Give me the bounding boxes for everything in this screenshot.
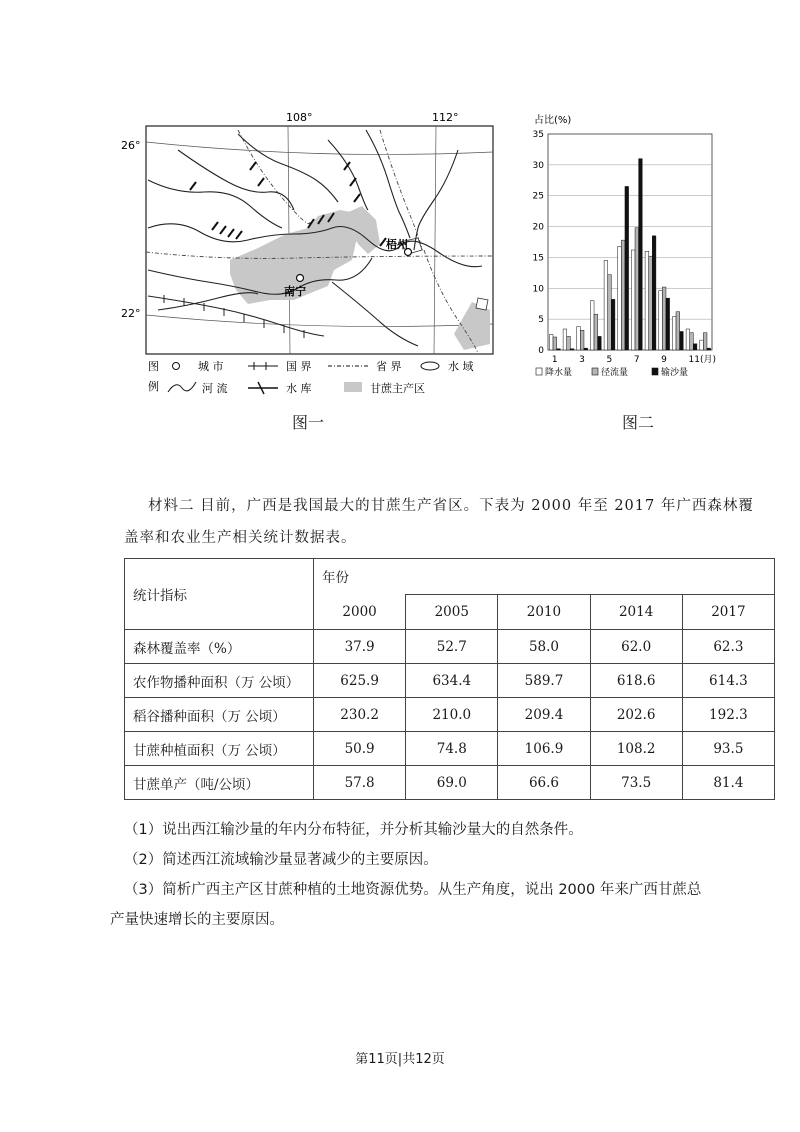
bar-precipitation-month-6 (618, 246, 622, 350)
row-label: 甘蔗单产（吨/公顷） (125, 766, 314, 800)
bar-sediment-month-12 (707, 348, 711, 350)
table-cell: 634.4 (406, 664, 498, 698)
table-cell: 58.0 (498, 630, 590, 664)
year-cell: 2005 (406, 594, 498, 630)
chart-caption: 图二 (622, 413, 655, 432)
bar-sediment-month-11 (693, 344, 697, 350)
table-cell: 589.7 (498, 664, 590, 698)
y-tick-label: 10 (532, 284, 544, 295)
legend-title-top: 图 (148, 360, 159, 373)
bar-runoff-month-12 (703, 333, 707, 350)
table-cell: 74.8 (406, 732, 498, 766)
x-tick-label: 7 (633, 355, 640, 365)
chart-x-ticks (552, 354, 716, 365)
question-3-line2: 产量快速增长的主要原因。 (110, 912, 284, 928)
question-2: （2）简述西江流域输沙量显著减少的主要原因。 (124, 852, 438, 868)
y-tick-label: 25 (532, 191, 544, 202)
legend-national-boundary-icon (248, 362, 278, 370)
legend-reservoir-icon (248, 382, 278, 394)
bar-sediment-month-5 (611, 299, 615, 350)
bar-sediment-month-8 (652, 236, 656, 350)
table-cell: 614.3 (682, 664, 774, 698)
bar-sediment-month-6 (625, 186, 629, 350)
bar-precipitation-month-10 (672, 317, 676, 350)
map-figure (118, 110, 503, 400)
bar-sediment-month-7 (639, 159, 643, 350)
year-cell: 2014 (590, 594, 682, 630)
y-tick-label: 5 (538, 315, 544, 326)
y-tick-label: 20 (532, 222, 544, 233)
bar-sediment-month-10 (680, 331, 684, 350)
row-label: 农作物播种面积（万 公顷） (125, 664, 314, 698)
y-tick-label: 15 (532, 253, 544, 264)
table-cell: 192.3 (682, 698, 774, 732)
y-tick-label: 30 (532, 160, 544, 171)
legend-city: 城 市 (198, 360, 224, 373)
bar-runoff-month-5 (608, 275, 612, 350)
table-cell: 62.0 (590, 630, 682, 664)
x-tick-label: 5 (606, 355, 613, 365)
x-tick-label: 1 (551, 355, 558, 365)
table-row (125, 732, 775, 766)
bar-runoff-month-6 (621, 240, 625, 350)
legend-swatch (652, 368, 658, 375)
bar-precipitation-month-12 (700, 340, 704, 350)
bar-runoff-month-11 (690, 333, 694, 350)
table-cell: 66.6 (498, 766, 590, 800)
map-legend (148, 359, 474, 395)
city-label-nanning: 南宁 (284, 285, 306, 298)
question-1: （1）说出西江输沙量的年内分布特征，并分析其输沙量大的自然条件。 (124, 822, 583, 838)
header-indicator: 统计指标 (125, 559, 314, 630)
x-tick-label: 11(月) (688, 355, 716, 365)
bar-runoff-month-2 (567, 336, 571, 350)
bar-precipitation-month-8 (645, 251, 649, 350)
bar-runoff-month-4 (594, 314, 598, 350)
city-nanning-marker (297, 275, 304, 282)
table-cell: 62.3 (682, 630, 774, 664)
material-para-line1: 材料二 目前，广西是我国最大的甘蔗生产省区。下表为 2000 年至 2017 年广西森林覆 (148, 498, 754, 514)
chart-ylabel: 占比(%) (534, 115, 572, 126)
table-cell: 202.6 (590, 698, 682, 732)
y-tick-label: 0 (538, 346, 544, 356)
legend-sugarcane-icon (344, 382, 362, 392)
legend-label: 径流量 (601, 368, 629, 378)
legend-provincial: 省 界 (376, 360, 402, 373)
page-footer: 第11页|共12页 (355, 1052, 445, 1067)
legend-title-bottom: 例 (148, 380, 159, 393)
bar-precipitation-month-2 (563, 329, 567, 350)
year-cell: 2017 (682, 594, 774, 630)
table-cell: 209.4 (498, 698, 590, 732)
table-cell: 230.2 (314, 698, 406, 732)
bar-precipitation-month-3 (577, 327, 581, 350)
row-label: 森林覆盖率（%） (125, 630, 314, 664)
bar-precipitation-month-1 (549, 335, 553, 350)
lon-label-108: 108° (286, 111, 313, 124)
legend-water: 水 域 (448, 360, 474, 373)
table-row (125, 766, 775, 800)
table-header-row (125, 559, 775, 595)
chart-figure (520, 108, 720, 393)
bar-runoff-month-7 (635, 228, 639, 350)
lat-label-22: 22° (121, 307, 141, 320)
legend-water-icon (421, 362, 439, 370)
monthly-share-chart (520, 108, 720, 393)
table-cell: 108.2 (590, 732, 682, 766)
bar-precipitation-month-5 (604, 261, 608, 350)
table-cell: 37.9 (314, 630, 406, 664)
legend-river-icon (168, 382, 196, 392)
table-cell: 57.8 (314, 766, 406, 800)
row-label: 甘蔗种植面积（万 公顷） (125, 732, 314, 766)
table-cell: 106.9 (498, 732, 590, 766)
question-3-line1: （3）简析广西主产区甘蔗种植的土地资源优势。从生产角度，说出 2000 年来广西甘蔗总 (124, 882, 702, 898)
bar-precipitation-month-7 (631, 250, 635, 350)
material-para-line2: 盖率和农业生产相关统计数据表。 (124, 530, 357, 546)
bar-runoff-month-8 (649, 256, 653, 350)
table-cell: 210.0 (406, 698, 498, 732)
legend-national-boundary: 国 界 (286, 360, 312, 373)
year-cell: 2010 (498, 594, 590, 630)
chart-legend (536, 366, 688, 378)
bar-sediment-month-4 (598, 336, 602, 350)
map-graphic (118, 110, 503, 400)
bar-runoff-month-10 (676, 312, 680, 350)
table-cell: 69.0 (406, 766, 498, 800)
legend-reservoir: 水 库 (286, 382, 312, 395)
year-cell: 2000 (314, 594, 406, 630)
bar-sediment-month-2 (570, 349, 574, 350)
header-year: 年份 (314, 559, 775, 595)
lon-label-112: 112° (432, 111, 459, 124)
bar-precipitation-month-9 (659, 291, 663, 350)
table-cell: 93.5 (682, 732, 774, 766)
y-tick-label: 35 (532, 130, 544, 140)
table-cell: 50.9 (314, 732, 406, 766)
chart-y-ticks (533, 130, 545, 356)
x-tick-label: 3 (579, 355, 585, 365)
legend-city-icon (173, 363, 180, 370)
map-caption: 图一 (292, 413, 325, 432)
bar-sediment-month-3 (584, 348, 588, 350)
legend-swatch (536, 368, 542, 375)
legend-label: 降水量 (545, 368, 573, 378)
city-label-wuzhou: 梧州 (386, 238, 408, 251)
row-label: 稻谷播种面积（万 公顷） (125, 698, 314, 732)
bar-precipitation-month-4 (590, 301, 594, 350)
bar-runoff-month-3 (580, 330, 584, 350)
table-cell: 625.9 (314, 664, 406, 698)
stats-table (124, 558, 775, 800)
table-cell: 52.7 (406, 630, 498, 664)
legend-sugarcane: 甘蔗主产区 (370, 382, 425, 395)
x-tick-label: 9 (661, 355, 667, 365)
legend-river: 河 流 (202, 382, 228, 395)
table-cell: 618.6 (590, 664, 682, 698)
legend-label: 输沙量 (661, 368, 689, 378)
bar-runoff-month-1 (553, 337, 557, 350)
bar-sediment-month-1 (557, 349, 561, 350)
table-row (125, 698, 775, 732)
table-row (125, 664, 775, 698)
legend-swatch (592, 368, 598, 375)
lat-label-26: 26° (121, 139, 141, 152)
table-cell: 73.5 (590, 766, 682, 800)
bar-sediment-month-9 (666, 298, 670, 350)
chart-grid (548, 134, 712, 350)
table-row (125, 630, 775, 664)
bar-runoff-month-9 (662, 287, 666, 350)
bar-precipitation-month-11 (686, 329, 690, 350)
plot-frame (548, 134, 712, 350)
table-cell: 81.4 (682, 766, 774, 800)
